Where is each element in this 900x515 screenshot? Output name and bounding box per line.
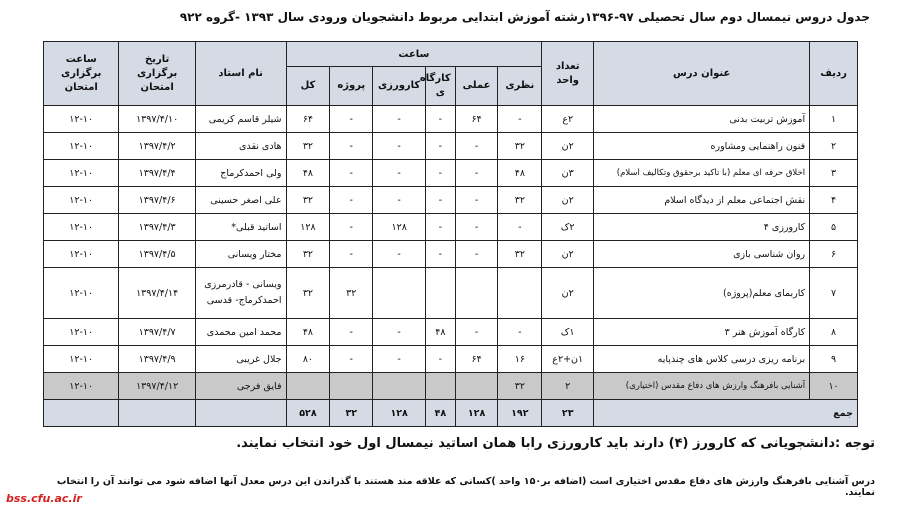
- table-row: [44, 187, 858, 214]
- cell-exam-date: ۱۳۹۷/۴/۷: [119, 319, 195, 346]
- cell-exam-date: ۱۳۹۷/۴/۱۲: [119, 373, 195, 400]
- header-course: عنوان درس: [594, 42, 810, 106]
- cell-exam-date: ۱۳۹۷/۴/۹: [119, 346, 195, 373]
- cell-exam-time: ۱۲-۱۰: [44, 373, 119, 400]
- cell-no: ۱۰: [810, 373, 858, 400]
- cell-course: آشنایی بافرهنگ وارزش های دفاع مقدس (اختیاری): [594, 373, 810, 400]
- cell-instructor: هادی نقدی: [195, 133, 286, 160]
- header-exam-date: تاریخ برگزاری امتحان: [119, 42, 195, 106]
- cell-no: ۳: [810, 160, 858, 187]
- cell-theory: -: [498, 106, 542, 133]
- cell-total: ۴۸: [286, 319, 330, 346]
- cell-exam-time: ۱۲-۱۰: [44, 106, 119, 133]
- cell-internship: -: [373, 160, 426, 187]
- cell-course: روان شناسی بازی: [594, 241, 810, 268]
- table-row: [44, 241, 858, 268]
- cell-exam-time: ۱۲-۱۰: [44, 268, 119, 319]
- cell-practical: -: [455, 241, 498, 268]
- cell-total: ۳۲: [286, 187, 330, 214]
- totals-practical: ۱۲۸: [455, 400, 498, 427]
- cell-total: ۴۸: [286, 160, 330, 187]
- cell-workshop: -: [426, 241, 456, 268]
- cell-theory: ۳۲: [498, 373, 542, 400]
- header-hours: ساعت: [286, 42, 542, 67]
- cell-project: -: [330, 214, 373, 241]
- cell-total: ۱۲۸: [286, 214, 330, 241]
- cell-workshop: ۴۸: [426, 319, 456, 346]
- cell-units: ۲ن: [542, 241, 594, 268]
- cell-exam-date: ۱۳۹۷/۴/۳: [119, 214, 195, 241]
- cell-workshop: -: [426, 187, 456, 214]
- cell-course: کارورزی ۴: [594, 214, 810, 241]
- totals-empty-exam-time: [44, 400, 119, 427]
- cell-workshop: [426, 373, 456, 400]
- cell-no: ۶: [810, 241, 858, 268]
- cell-internship: -: [373, 106, 426, 133]
- cell-project: [330, 373, 373, 400]
- header-theory: نظری: [498, 67, 542, 106]
- header-project: پروژه: [330, 67, 373, 106]
- cell-course: برنامه ریزی درسی کلاس های چندپایه: [594, 346, 810, 373]
- cell-workshop: -: [426, 160, 456, 187]
- cell-theory: -: [498, 214, 542, 241]
- cell-exam-time: ۱۲-۱۰: [44, 160, 119, 187]
- schedule-table: [43, 41, 858, 427]
- cell-project: -: [330, 241, 373, 268]
- cell-theory: ۳۲: [498, 187, 542, 214]
- cell-no: ۴: [810, 187, 858, 214]
- table-row: [44, 214, 858, 241]
- cell-instructor: ولی احمدکرماج: [195, 160, 286, 187]
- table-row: [44, 346, 858, 373]
- cell-course: آموزش تربیت بدنی: [594, 106, 810, 133]
- cell-units: ۱ن+۲ع: [542, 346, 594, 373]
- cell-internship: -: [373, 319, 426, 346]
- cell-units: ۲: [542, 373, 594, 400]
- cell-practical: [455, 268, 498, 319]
- page-title: جدول دروس نیمسال دوم سال تحصیلی ۹۷-۱۳۹۶رشته آموزش ابتدایی مربوط دانشجویان ورودی سال ۱۳۹۳ -گروه ۹۲۲: [179, 10, 870, 24]
- cell-exam-date: ۱۳۹۷/۴/۶: [119, 187, 195, 214]
- cell-no: ۸: [810, 319, 858, 346]
- header-total: کل: [286, 67, 330, 106]
- cell-project: -: [330, 106, 373, 133]
- totals-units: ۲۳: [542, 400, 594, 427]
- cell-theory: ۴۸: [498, 160, 542, 187]
- cell-internship: -: [373, 346, 426, 373]
- cell-exam-date: ۱۳۹۷/۴/۲: [119, 133, 195, 160]
- cell-total: ۸۰: [286, 346, 330, 373]
- cell-workshop: -: [426, 214, 456, 241]
- totals-project: ۳۲: [330, 400, 373, 427]
- table-row: [44, 373, 858, 400]
- cell-exam-time: ۱۲-۱۰: [44, 241, 119, 268]
- cell-theory: ۳۲: [498, 133, 542, 160]
- header-row-no: ردیف: [810, 42, 858, 106]
- table-row: [44, 133, 858, 160]
- cell-units: ۲ع: [542, 106, 594, 133]
- cell-exam-date: ۱۳۹۷/۴/۱۰: [119, 106, 195, 133]
- cell-internship: -: [373, 133, 426, 160]
- cell-no: ۹: [810, 346, 858, 373]
- totals-empty-exam-date: [119, 400, 195, 427]
- header-exam-time: ساعت برگزاری امتحان: [44, 42, 119, 106]
- cell-course: اخلاق حرفه ای معلم (با تاکید برحقوق وتکالیف اسلام): [594, 160, 810, 187]
- note-elective: درس آشنایی بافرهنگ وارزش های دفاع مقدس اختیاری است (اضافه بر۱۵۰ واحد )کسانی که علاقه مند هستند با گذراندن این درس معدل آنها اضافه شود می توانند آن را انتخاب نمایند.: [56, 476, 875, 498]
- cell-practical: -: [455, 214, 498, 241]
- cell-total: ۳۲: [286, 241, 330, 268]
- site-logo: bss.cfu.ac.ir: [6, 492, 82, 505]
- cell-instructor: علی اصغر حسینی: [195, 187, 286, 214]
- cell-exam-time: ۱۲-۱۰: [44, 346, 119, 373]
- cell-practical: ۶۴: [455, 106, 498, 133]
- cell-workshop: -: [426, 346, 456, 373]
- cell-total: ۳۲: [286, 268, 330, 319]
- cell-exam-date: ۱۳۹۷/۴/۱۴: [119, 268, 195, 319]
- cell-instructor: محمد امین محمدی: [195, 319, 286, 346]
- header-instructor: نام استاد: [195, 42, 286, 106]
- cell-workshop: -: [426, 133, 456, 160]
- cell-units: ۲ن: [542, 268, 594, 319]
- cell-exam-time: ۱۲-۱۰: [44, 319, 119, 346]
- cell-no: ۲: [810, 133, 858, 160]
- table-row: [44, 268, 858, 319]
- cell-practical: -: [455, 133, 498, 160]
- cell-units: ۱ک: [542, 319, 594, 346]
- cell-practical: [455, 373, 498, 400]
- cell-project: ۳۲: [330, 268, 373, 319]
- cell-workshop: [426, 268, 456, 319]
- totals-theory: ۱۹۲: [498, 400, 542, 427]
- cell-course: نقش اجتماعی معلم از دیدگاه اسلام: [594, 187, 810, 214]
- totals-empty-instructor: [195, 400, 286, 427]
- cell-total: [286, 373, 330, 400]
- cell-total: ۶۴: [286, 106, 330, 133]
- cell-course: فنون راهنمایی ومشاوره: [594, 133, 810, 160]
- table-row: [44, 160, 858, 187]
- totals-workshop: ۴۸: [426, 400, 456, 427]
- cell-practical: -: [455, 160, 498, 187]
- cell-project: -: [330, 160, 373, 187]
- table-row: [44, 106, 858, 133]
- cell-internship: -: [373, 187, 426, 214]
- cell-instructor: جلال غریبی: [195, 346, 286, 373]
- cell-exam-time: ۱۲-۱۰: [44, 133, 119, 160]
- header-units: تعداد واحد: [542, 42, 594, 106]
- cell-no: ۷: [810, 268, 858, 319]
- cell-theory: ۳۲: [498, 241, 542, 268]
- cell-course: کارگاه آموزش هنر ۳: [594, 319, 810, 346]
- cell-instructor: فایق فرجی: [195, 373, 286, 400]
- cell-no: ۱: [810, 106, 858, 133]
- cell-practical: -: [455, 187, 498, 214]
- totals-row: [44, 400, 858, 427]
- cell-project: -: [330, 319, 373, 346]
- header-workshop: کارگاه ی: [426, 67, 456, 106]
- cell-practical: ۶۴: [455, 346, 498, 373]
- totals-label: جمع: [594, 400, 858, 427]
- cell-exam-date: ۱۳۹۷/۴/۵: [119, 241, 195, 268]
- cell-internship: ۱۲۸: [373, 214, 426, 241]
- cell-total: ۳۲: [286, 133, 330, 160]
- cell-internship: [373, 373, 426, 400]
- cell-units: ۲ن: [542, 187, 594, 214]
- totals-internship: ۱۲۸: [373, 400, 426, 427]
- cell-course: کاربمای معلم(پروژه): [594, 268, 810, 319]
- cell-units: ۳ن: [542, 160, 594, 187]
- cell-exam-time: ۱۲-۱۰: [44, 187, 119, 214]
- table-row: [44, 319, 858, 346]
- cell-internship: [373, 268, 426, 319]
- cell-project: -: [330, 187, 373, 214]
- cell-project: -: [330, 133, 373, 160]
- cell-exam-time: ۱۲-۱۰: [44, 214, 119, 241]
- cell-project: -: [330, 346, 373, 373]
- header-internship: کارورزی: [373, 67, 426, 106]
- cell-theory: [498, 268, 542, 319]
- cell-instructor: اساتید قبلی*: [195, 214, 286, 241]
- cell-instructor: شیلر قاسم کریمی: [195, 106, 286, 133]
- cell-instructor: ویسانی - قادرمرزی احمدکرماج- قدسی: [195, 268, 286, 319]
- note-internship: توجه :دانشجویانی که کارورز (۴) دارند باید کارورزی رابا همان اساتید نیمسال اول خود انتخاب نمایند.: [236, 436, 875, 451]
- cell-units: ۲ن: [542, 133, 594, 160]
- cell-workshop: -: [426, 106, 456, 133]
- cell-exam-date: ۱۳۹۷/۴/۴: [119, 160, 195, 187]
- cell-practical: -: [455, 319, 498, 346]
- cell-internship: -: [373, 241, 426, 268]
- cell-instructor: مختار ویسانی: [195, 241, 286, 268]
- cell-theory: -: [498, 319, 542, 346]
- totals-total: ۵۲۸: [286, 400, 330, 427]
- cell-no: ۵: [810, 214, 858, 241]
- cell-theory: ۱۶: [498, 346, 542, 373]
- header-practical: عملی: [455, 67, 498, 106]
- cell-units: ۲ک: [542, 214, 594, 241]
